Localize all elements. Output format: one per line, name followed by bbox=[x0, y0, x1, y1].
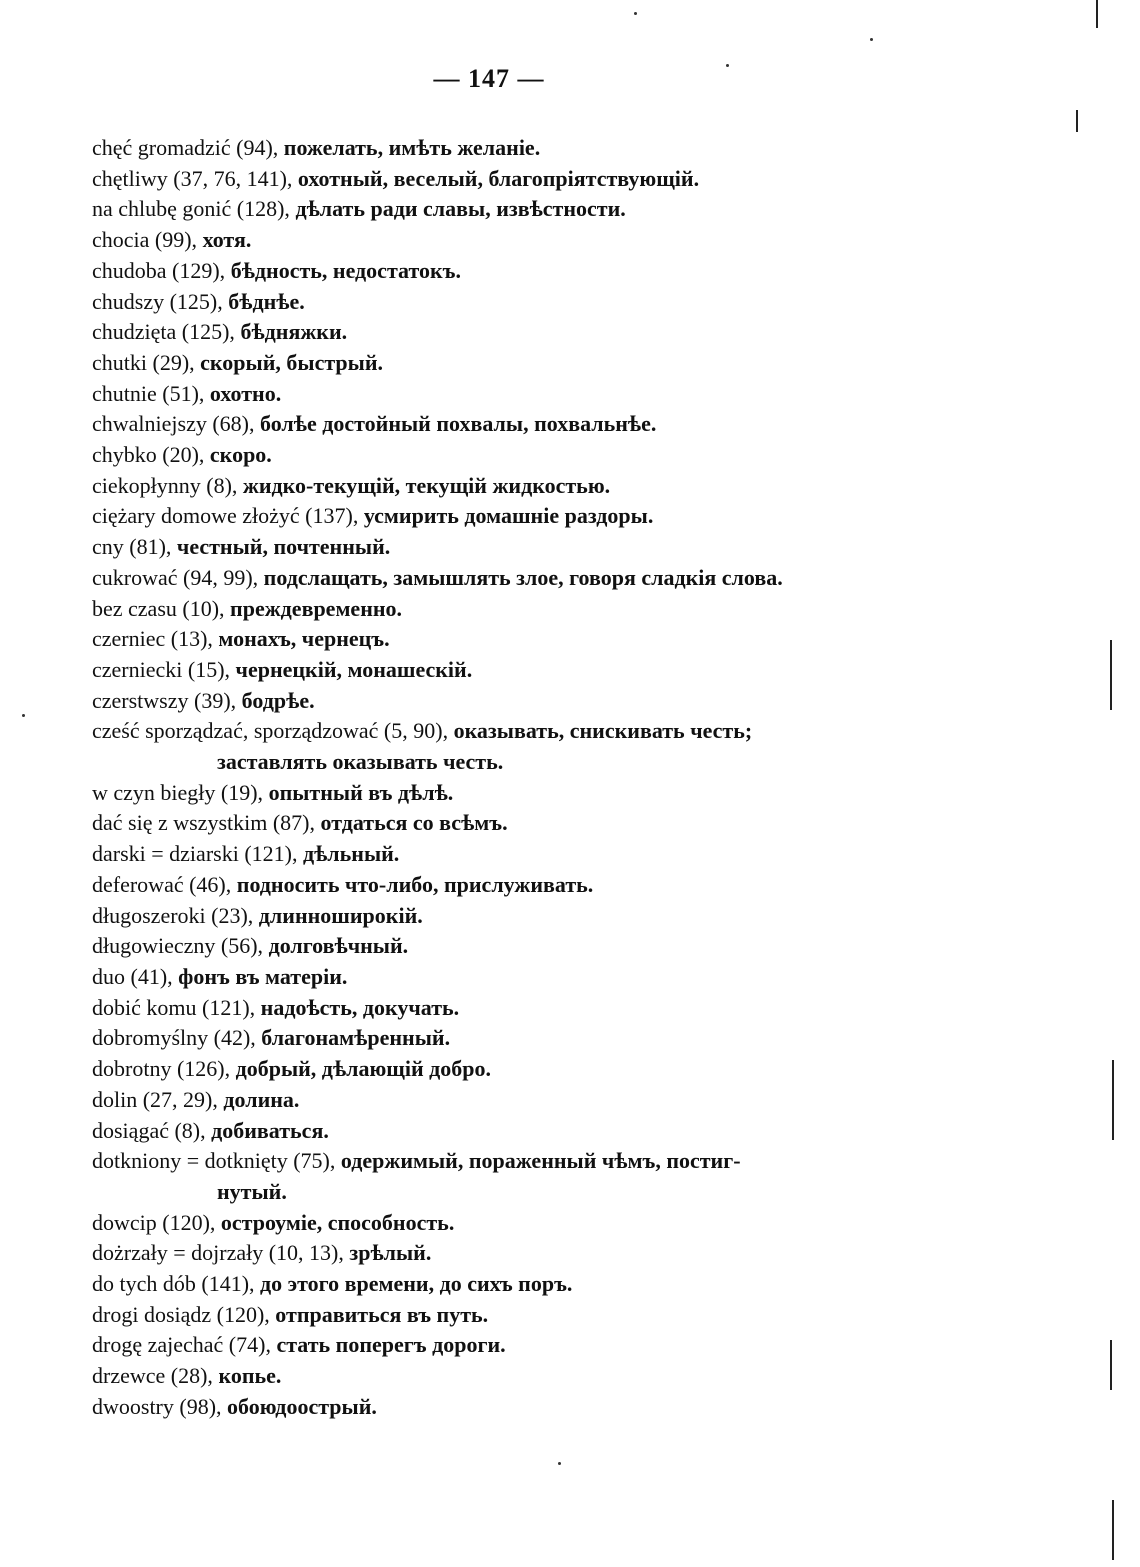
entry-headword: chudoba (129), bbox=[92, 257, 226, 283]
entry-definition: честный, почтенный. bbox=[176, 534, 391, 560]
entry-definition: бѣдняжки. bbox=[240, 319, 348, 345]
entry-headword: ciężary domowe złożyć (137), bbox=[92, 503, 359, 529]
glossary-entry bbox=[92, 839, 922, 870]
entry-definition: усмирить домашніе раздоры. bbox=[363, 503, 654, 529]
scan-edge-mark bbox=[1110, 640, 1112, 710]
entry-headword: cukrować (94, 99), bbox=[92, 564, 259, 590]
entry-definition: надоѣсть, докучать. bbox=[260, 994, 460, 1020]
entry-headword: dwoostry (98), bbox=[92, 1393, 222, 1419]
entry-definition: копье. bbox=[218, 1363, 282, 1389]
entry-headword: w czyn biegły (19), bbox=[92, 779, 264, 805]
entry-headword: dobromyślny (42), bbox=[92, 1025, 256, 1051]
glossary-entry bbox=[92, 870, 922, 901]
entry-definition: хотя. bbox=[202, 227, 252, 253]
scan-speck bbox=[22, 714, 25, 717]
entry-headword: chudszy (125), bbox=[92, 288, 223, 314]
entry-definition: добиваться. bbox=[211, 1117, 329, 1143]
entry-headword: dożrzały = dojrzały (10, 13), bbox=[92, 1240, 344, 1266]
glossary-entry bbox=[92, 1085, 922, 1116]
entry-definition: благонамѣренный. bbox=[261, 1025, 451, 1051]
glossary-entry bbox=[92, 317, 922, 348]
entry-definition: отдаться со всѣмъ. bbox=[320, 810, 508, 836]
scan-edge-mark bbox=[1112, 1060, 1114, 1140]
glossary-entry bbox=[92, 1116, 922, 1147]
glossary-entry bbox=[92, 808, 922, 839]
entry-definition: дѣлать ради славы, извѣстности. bbox=[295, 196, 626, 222]
glossary-entry bbox=[92, 624, 922, 655]
glossary-entry bbox=[92, 962, 922, 993]
scan-speck bbox=[726, 64, 729, 67]
glossary-entry bbox=[92, 440, 922, 471]
entry-definition: опытный въ дѣлѣ. bbox=[268, 779, 454, 805]
glossary-entry bbox=[92, 716, 922, 777]
scan-speck bbox=[870, 38, 873, 41]
entry-headword: darski = dziarski (121), bbox=[92, 841, 298, 867]
glossary-entry bbox=[92, 133, 922, 164]
scan-edge-mark bbox=[1110, 1340, 1112, 1390]
glossary-entry bbox=[92, 1392, 922, 1423]
entry-definition: зрѣлый. bbox=[349, 1240, 432, 1266]
entry-headword: dotkniony = dotknięty (75), bbox=[92, 1148, 336, 1174]
glossary-entry bbox=[92, 1208, 922, 1239]
entry-headword: bez czasu (10), bbox=[92, 595, 225, 621]
entry-headword: dolin (27, 29), bbox=[92, 1086, 218, 1112]
entry-headword: chocia (99), bbox=[92, 227, 198, 253]
entry-headword: długoszeroki (23), bbox=[92, 902, 254, 928]
entry-headword: dowcip (120), bbox=[92, 1209, 216, 1235]
entry-definition: остроуміе, способность. bbox=[220, 1209, 455, 1235]
glossary-entry bbox=[92, 778, 922, 809]
scan-edge-mark bbox=[1112, 1500, 1114, 1560]
entry-headword: na chlubę gonić (128), bbox=[92, 196, 290, 222]
entry-definition: добрый, дѣлающій добро. bbox=[235, 1056, 492, 1082]
entry-headword: do tych dób (141), bbox=[92, 1271, 255, 1297]
entry-headword: chętliwy (37, 76, 141), bbox=[92, 165, 293, 191]
entry-definition: пожелать, имѣть желаніе. bbox=[283, 135, 541, 160]
glossary-entry bbox=[92, 1361, 922, 1392]
entry-headword: chęć gromadzić (94), bbox=[92, 135, 279, 160]
entry-headword: deferować (46), bbox=[92, 871, 232, 897]
entry-definition: до этого времени, до сихъ поръ. bbox=[260, 1271, 573, 1297]
glossary-entry bbox=[92, 194, 922, 225]
entry-headword: długowieczny (56), bbox=[92, 933, 264, 959]
entry-headword: ciekopłynny (8), bbox=[92, 472, 238, 498]
glossary-entry bbox=[92, 931, 922, 962]
entry-headword: duo (41), bbox=[92, 963, 173, 989]
entry-definition: подслащать, замышлять злое, говоря сладкія слова. bbox=[263, 564, 783, 590]
entry-headword: drzewce (28), bbox=[92, 1363, 213, 1389]
entry-headword: cześć sporządzać, sporządzować (5, 90), bbox=[92, 718, 449, 744]
glossary-entry bbox=[92, 1054, 922, 1085]
scan-speck bbox=[558, 1462, 561, 1465]
entry-definition: охотно. bbox=[209, 380, 282, 406]
glossary-entry bbox=[92, 348, 922, 379]
entry-definition: бѣднѣе. bbox=[228, 288, 305, 314]
glossary-entry bbox=[92, 1238, 922, 1269]
glossary-entry bbox=[92, 256, 922, 287]
entry-definition: долина. bbox=[223, 1086, 300, 1112]
glossary-entry bbox=[92, 532, 922, 563]
entry-headword: dobrotny (126), bbox=[92, 1056, 231, 1082]
entry-headword: dobić komu (121), bbox=[92, 994, 256, 1020]
entry-headword: chybko (20), bbox=[92, 442, 205, 468]
glossary-entry bbox=[92, 1023, 922, 1054]
entry-definition: отправиться въ путь. bbox=[275, 1301, 489, 1327]
glossary-entry bbox=[92, 1269, 922, 1300]
glossary-entry bbox=[92, 563, 922, 594]
entry-definition: преждевременно. bbox=[230, 595, 403, 621]
scan-edge-mark bbox=[1096, 0, 1098, 28]
entry-definition: стать поперегъ дороги. bbox=[276, 1332, 506, 1358]
entry-definition: монахъ, чернецъ. bbox=[218, 626, 390, 652]
glossary-entry bbox=[92, 655, 922, 686]
entry-definition: долговѣчный. bbox=[268, 933, 409, 959]
entry-definition: бодрѣе. bbox=[241, 687, 315, 713]
entry-definition: оказывать, снискивать честь; bbox=[453, 718, 753, 744]
entry-headword: chutki (29), bbox=[92, 349, 195, 375]
entry-headword: cny (81), bbox=[92, 534, 172, 560]
entry-headword: czerniec (13), bbox=[92, 626, 213, 652]
glossary-entry bbox=[92, 901, 922, 932]
entry-definition: жидко-текущій, текущій жидкостью. bbox=[242, 472, 611, 498]
glossary-entry bbox=[92, 993, 922, 1024]
entry-definition-continuation: нутый. bbox=[217, 1178, 287, 1204]
entry-definition: скоро. bbox=[209, 442, 272, 468]
glossary-entry bbox=[92, 409, 922, 440]
entry-definition: скорый, быстрый. bbox=[200, 349, 383, 375]
page-number: — 147 — bbox=[433, 64, 545, 93]
entry-headword: czerniecki (15), bbox=[92, 656, 231, 682]
entry-definition: чернецкій, монашескій. bbox=[235, 656, 473, 682]
entry-headword: chwalniejszy (68), bbox=[92, 411, 255, 437]
glossary-entries bbox=[92, 133, 922, 1423]
entry-headword: czerstwszy (39), bbox=[92, 687, 237, 713]
glossary-entry bbox=[92, 1330, 922, 1361]
entry-definition: подносить что-либо, прислуживать. bbox=[236, 871, 594, 897]
entry-headword: dosiągać (8), bbox=[92, 1117, 206, 1143]
entry-definition: болѣе достойный похвалы, похвальнѣе. bbox=[260, 411, 657, 437]
glossary-entry bbox=[92, 164, 922, 195]
glossary-entry bbox=[92, 225, 922, 256]
entry-definition: длинноширокій. bbox=[258, 902, 423, 928]
entry-headword: chudzięta (125), bbox=[92, 319, 235, 345]
scan-speck bbox=[634, 12, 637, 15]
entry-headword: drogi dosiądz (120), bbox=[92, 1301, 270, 1327]
entry-headword: dać się z wszystkim (87), bbox=[92, 810, 315, 836]
glossary-entry bbox=[92, 594, 922, 625]
glossary-entry bbox=[92, 379, 922, 410]
glossary-entry bbox=[92, 1146, 922, 1207]
entry-definition: одержимый, пораженный чѣмъ, постиг- bbox=[340, 1148, 741, 1174]
entry-definition: охотный, веселый, благопріятствующій. bbox=[297, 165, 700, 191]
glossary-entry bbox=[92, 287, 922, 318]
glossary-entry bbox=[92, 471, 922, 502]
entry-definition: дѣльный. bbox=[302, 841, 400, 867]
glossary-entry bbox=[92, 686, 922, 717]
entry-definition: фонъ въ матеріи. bbox=[178, 963, 348, 989]
glossary-entry bbox=[92, 501, 922, 532]
glossary-entry bbox=[92, 1300, 922, 1331]
entry-definition-continuation: заставлять оказывать честь. bbox=[217, 749, 504, 775]
entry-definition: бѣдность, недостатокъ. bbox=[230, 257, 461, 283]
entry-headword: drogę zajechać (74), bbox=[92, 1332, 271, 1358]
entry-definition: обоюдоострый. bbox=[227, 1393, 377, 1419]
entry-headword: chutnie (51), bbox=[92, 380, 205, 406]
scan-edge-mark bbox=[1076, 110, 1078, 132]
